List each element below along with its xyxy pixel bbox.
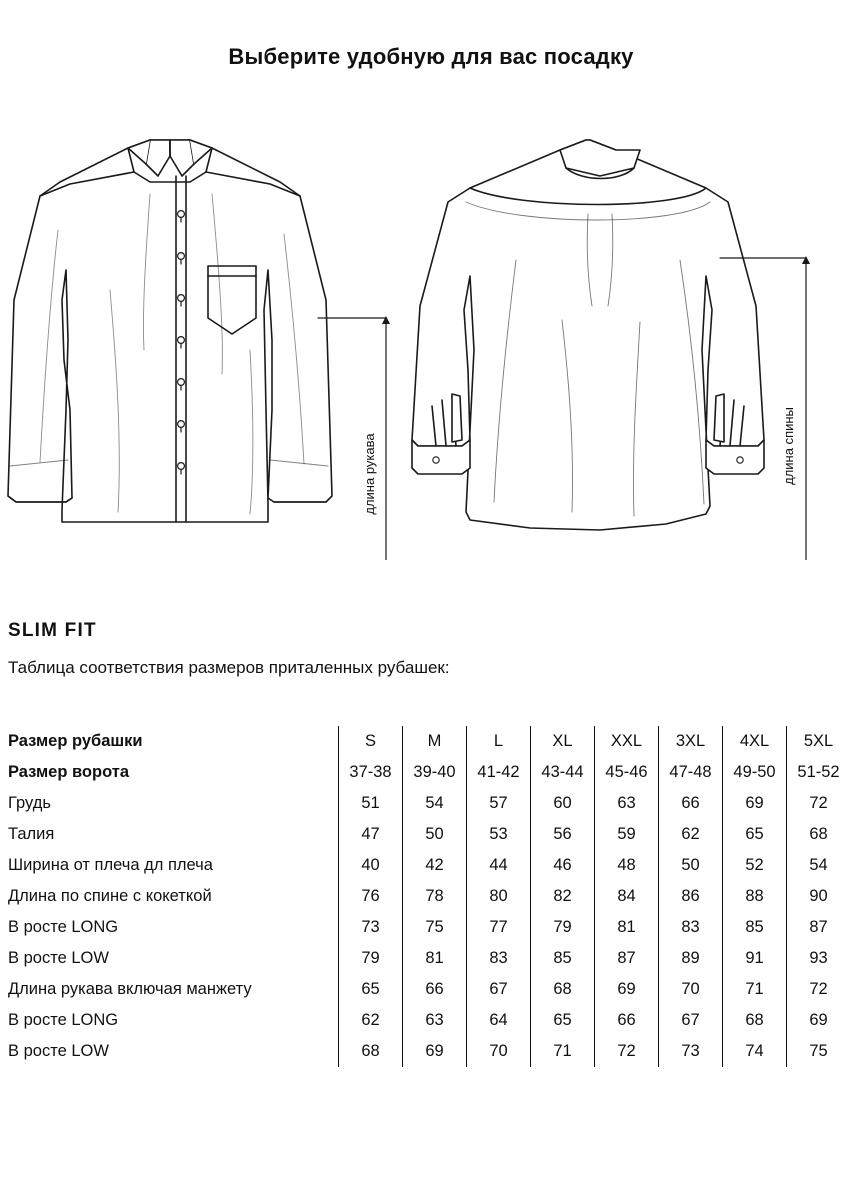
table-cell: 44 [467, 850, 531, 881]
table-cell: 51-52 [787, 757, 851, 788]
table-cell: 56 [531, 819, 595, 850]
table-cell: 84 [595, 881, 659, 912]
table-row [8, 974, 850, 1005]
table-cell: 66 [595, 1005, 659, 1036]
table-cell: 69 [595, 974, 659, 1005]
table-cell: 79 [339, 943, 403, 974]
table-cell: 65 [339, 974, 403, 1005]
table-cell: 75 [403, 912, 467, 943]
size-table [8, 726, 850, 1067]
table-cell: 74 [723, 1036, 787, 1067]
table-cell: 57 [467, 788, 531, 819]
sleeve-length-label: длина рукава [362, 433, 377, 515]
table-cell: 70 [659, 974, 723, 1005]
table-cell: 62 [659, 819, 723, 850]
table-cell: 53 [467, 819, 531, 850]
table-row [8, 881, 850, 912]
table-cell: 67 [659, 1005, 723, 1036]
table-cell: 48 [595, 850, 659, 881]
table-cell: M [403, 726, 467, 757]
row-label: Талия [8, 825, 55, 843]
table-cell: 51 [339, 788, 403, 819]
table-cell: 93 [787, 943, 851, 974]
table-cell: 54 [787, 850, 851, 881]
table-cell: 66 [659, 788, 723, 819]
table-cell: 69 [403, 1036, 467, 1067]
table-cell: 68 [787, 819, 851, 850]
size-table-wrapper [8, 726, 854, 1067]
table-subtitle: Таблица соответствия размеров приталенных рубашек: [8, 658, 450, 677]
table-cell: 46 [531, 850, 595, 881]
table-cell: 41-42 [467, 757, 531, 788]
front-shirt-diagram [8, 140, 390, 560]
fit-type-heading: SLIM FIT [8, 620, 97, 641]
table-row [8, 819, 850, 850]
page-title: Выберите удобную для вас посадку [228, 44, 634, 69]
table-cell: 73 [659, 1036, 723, 1067]
table-cell: 65 [531, 1005, 595, 1036]
table-cell: 60 [531, 788, 595, 819]
row-label: Длина по спине с кокеткой [8, 887, 212, 905]
table-cell: 54 [403, 788, 467, 819]
table-cell: 64 [467, 1005, 531, 1036]
table-cell: 45-46 [595, 757, 659, 788]
table-cell: 71 [531, 1036, 595, 1067]
table-cell: 59 [595, 819, 659, 850]
row-label: В росте LONG [8, 918, 119, 936]
table-cell: L [467, 726, 531, 757]
table-cell: 88 [723, 881, 787, 912]
table-cell: 39-40 [403, 757, 467, 788]
table-cell: XXL [595, 726, 659, 757]
table-cell: 72 [787, 788, 851, 819]
row-label: Грудь [8, 794, 51, 812]
table-cell: 72 [595, 1036, 659, 1067]
table-cell: 37-38 [339, 757, 403, 788]
table-cell: 76 [339, 881, 403, 912]
table-cell: 87 [787, 912, 851, 943]
table-cell: 91 [723, 943, 787, 974]
table-cell: 67 [467, 974, 531, 1005]
row-label: Размер рубашки [8, 732, 143, 750]
table-cell: 68 [723, 1005, 787, 1036]
table-cell: 68 [531, 974, 595, 1005]
row-label: В росте LONG [8, 1011, 119, 1029]
table-row [8, 788, 850, 819]
table-cell: 5XL [787, 726, 851, 757]
table-cell: 43-44 [531, 757, 595, 788]
table-cell: 50 [403, 819, 467, 850]
table-cell: 63 [595, 788, 659, 819]
table-cell: 89 [659, 943, 723, 974]
row-label: Длина рукава включая манжету [8, 980, 252, 998]
table-row [8, 1036, 850, 1067]
table-cell: 90 [787, 881, 851, 912]
table-cell: 77 [467, 912, 531, 943]
row-label: Размер ворота [8, 763, 130, 781]
row-label: В росте LOW [8, 1042, 109, 1060]
table-cell: 79 [531, 912, 595, 943]
table-cell: XL [531, 726, 595, 757]
table-cell: 73 [339, 912, 403, 943]
table-cell: 3XL [659, 726, 723, 757]
table-cell: 80 [467, 881, 531, 912]
table-cell: 62 [339, 1005, 403, 1036]
back-shirt-diagram [412, 140, 810, 560]
table-cell: 71 [723, 974, 787, 1005]
table-cell: 49-50 [723, 757, 787, 788]
table-cell: 78 [403, 881, 467, 912]
table-cell: 83 [467, 943, 531, 974]
table-row [8, 1005, 850, 1036]
table-cell: 4XL [723, 726, 787, 757]
table-row [8, 850, 850, 881]
shirt-illustration [0, 110, 862, 560]
table-cell: 82 [531, 881, 595, 912]
table-cell: 70 [467, 1036, 531, 1067]
table-cell: 52 [723, 850, 787, 881]
table-cell: 81 [403, 943, 467, 974]
size-table-body [8, 726, 850, 1067]
table-cell: 75 [787, 1036, 851, 1067]
table-row [8, 943, 850, 974]
table-cell: 87 [595, 943, 659, 974]
row-label: В росте LOW [8, 949, 109, 967]
table-row [8, 912, 850, 943]
table-cell: 69 [723, 788, 787, 819]
table-cell: 69 [787, 1005, 851, 1036]
table-cell: 47 [339, 819, 403, 850]
table-cell: 86 [659, 881, 723, 912]
table-cell: 40 [339, 850, 403, 881]
table-row [8, 726, 850, 757]
table-cell: 85 [531, 943, 595, 974]
table-cell: 68 [339, 1036, 403, 1067]
table-row [8, 757, 850, 788]
back-length-label: длина спины [781, 407, 796, 485]
table-cell: 47-48 [659, 757, 723, 788]
table-cell: 42 [403, 850, 467, 881]
table-cell: 83 [659, 912, 723, 943]
table-cell: 85 [723, 912, 787, 943]
table-cell: 63 [403, 1005, 467, 1036]
table-cell: 72 [787, 974, 851, 1005]
table-cell: 81 [595, 912, 659, 943]
table-cell: S [339, 726, 403, 757]
table-cell: 50 [659, 850, 723, 881]
table-cell: 66 [403, 974, 467, 1005]
row-label: Ширина от плеча дл плеча [8, 856, 213, 874]
table-cell: 65 [723, 819, 787, 850]
